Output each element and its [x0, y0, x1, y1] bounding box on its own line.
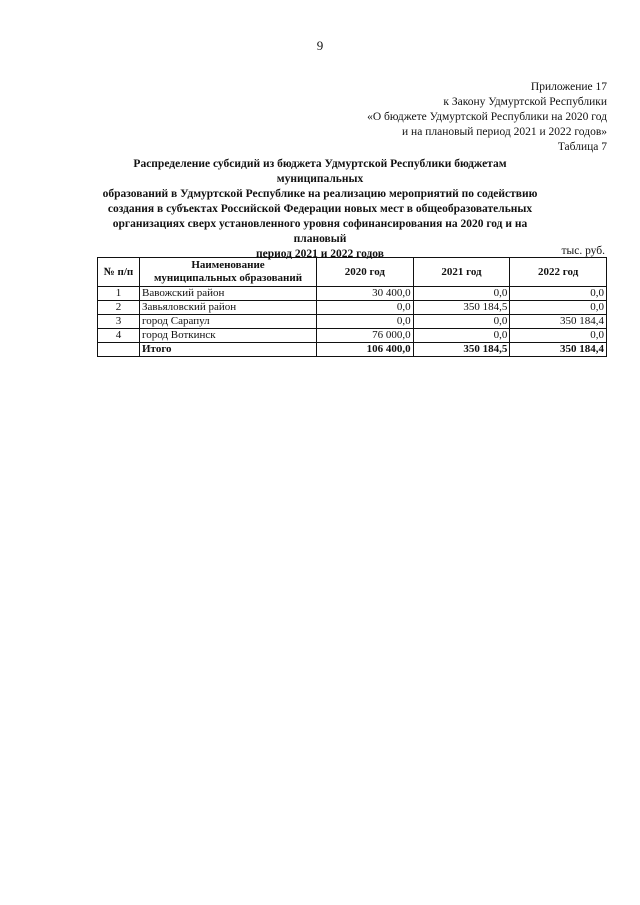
header-name — [140, 258, 317, 287]
page-number: 9 — [316, 38, 324, 53]
table-row — [98, 301, 607, 315]
header-2022: 2022 год — [510, 258, 607, 287]
total-2020: 106 400,0 — [317, 343, 414, 357]
title-line: Распределение субсидий из бюджета Удмуртской Республики бюджетам муниципальных — [133, 158, 507, 185]
row-name: город Воткинск — [140, 329, 317, 343]
title-line: создания в субъектах Российской Федерации новых мест в общеобразовательных — [107, 203, 533, 215]
row-num: 3 — [98, 315, 140, 329]
annex-number: Приложение 17 — [530, 81, 607, 93]
total-2021: 350 184,5 — [413, 343, 510, 357]
row-num: 1 — [98, 287, 140, 301]
header-2020: 2020 год — [317, 258, 414, 287]
annex-block — [367, 80, 607, 155]
row-2021: 0,0 — [413, 287, 510, 301]
total-row — [98, 343, 607, 357]
table-row — [98, 315, 607, 329]
total-num-empty — [98, 343, 140, 357]
document-title — [95, 157, 545, 262]
row-name: город Сарапул — [140, 315, 317, 329]
header-2021: 2021 год — [413, 258, 510, 287]
row-2021: 0,0 — [413, 329, 510, 343]
row-2022: 0,0 — [510, 301, 607, 315]
row-2022: 0,0 — [510, 287, 607, 301]
annex-law-title: «О бюджете Удмуртской Республики на 2020 год — [367, 111, 607, 123]
row-2022: 350 184,4 — [510, 315, 607, 329]
row-2020: 0,0 — [317, 315, 414, 329]
row-name: Вавожский район — [140, 287, 317, 301]
header-num: № п/п — [98, 258, 140, 287]
row-2020: 0,0 — [317, 301, 414, 315]
row-2020: 76 000,0 — [317, 329, 414, 343]
row-2021: 350 184,5 — [413, 301, 510, 315]
row-name: Завьяловский район — [140, 301, 317, 315]
header-name-line2: муниципальных образований — [153, 272, 303, 284]
header-name-line1: Наименование — [191, 259, 265, 271]
title-line: образований в Удмуртской Республике на реализацию мероприятий по содействию — [102, 188, 538, 200]
row-2020: 30 400,0 — [317, 287, 414, 301]
title-line: организациях сверх установленного уровня софинансирования на 2020 год и на плановый — [112, 218, 528, 245]
row-num: 4 — [98, 329, 140, 343]
row-2022: 0,0 — [510, 329, 607, 343]
row-2021: 0,0 — [413, 315, 510, 329]
row-num: 2 — [98, 301, 140, 315]
subsidy-table — [97, 257, 607, 357]
title-line: период 2021 и 2022 годов — [256, 248, 384, 260]
annex-law-reference: к Закону Удмуртской Республики — [443, 96, 607, 108]
table-row — [98, 287, 607, 301]
annex-law-period: и на плановый период 2021 и 2022 годов» — [402, 126, 607, 138]
table-row — [98, 329, 607, 343]
table-label: Таблица 7 — [557, 141, 607, 153]
table-header-row — [98, 258, 607, 287]
currency-unit: тыс. руб. — [561, 245, 605, 257]
total-label: Итого — [140, 343, 317, 357]
total-2022: 350 184,4 — [510, 343, 607, 357]
